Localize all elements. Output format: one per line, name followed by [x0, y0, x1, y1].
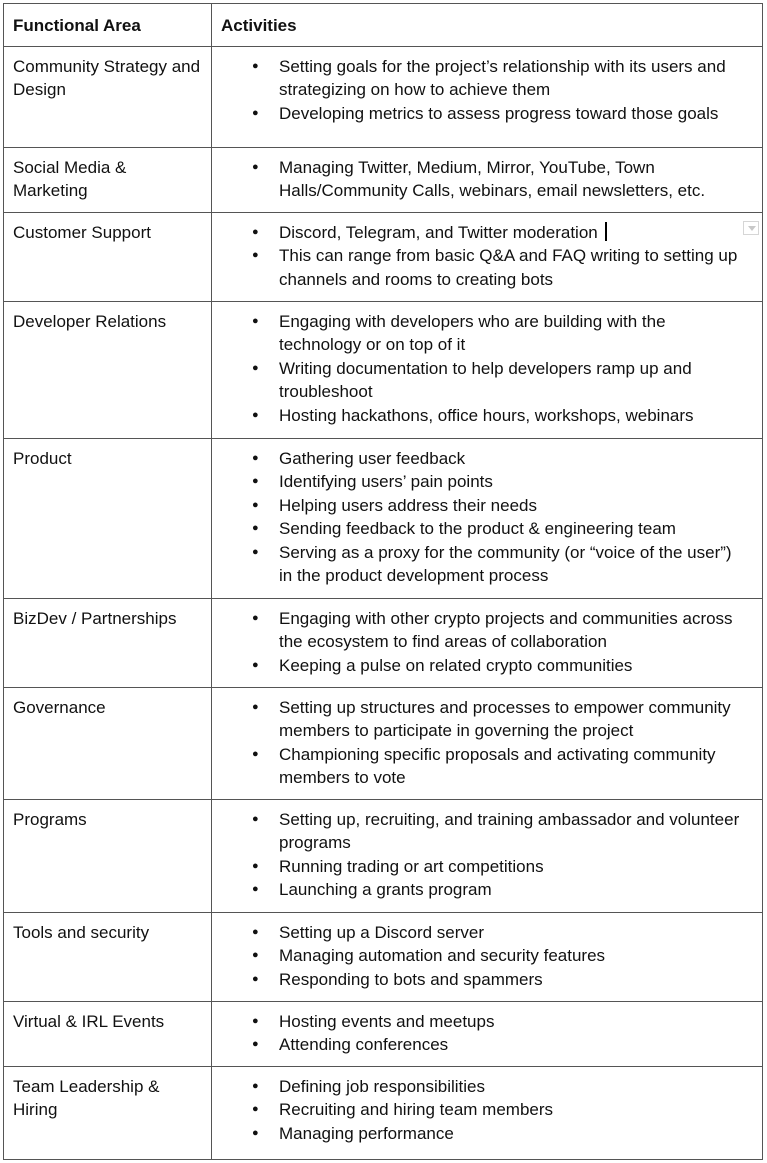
activities-list	[221, 55, 753, 126]
cell-activities[interactable]	[212, 1001, 763, 1066]
activity-text: Discord, Telegram, and Twitter moderation	[279, 222, 598, 242]
table-row	[4, 212, 763, 301]
activity-item	[221, 1122, 753, 1146]
cell-activities[interactable]	[212, 212, 763, 301]
activity-item	[221, 607, 753, 654]
cell-area-community-strategy-and-design[interactable]: Community Strategy and Design	[4, 46, 212, 147]
header-activities[interactable]: Activities	[212, 4, 763, 47]
table-row	[4, 598, 763, 687]
activities-list	[221, 696, 753, 790]
cell-area-virtual-and-irl-events[interactable]: Virtual & IRL Events	[4, 1001, 212, 1066]
cell-activities[interactable]	[212, 598, 763, 687]
cell-area-governance[interactable]: Governance	[4, 687, 212, 799]
activity-text: Running trading or art competitions	[279, 856, 544, 876]
activity-text: Keeping a pulse on related crypto communities	[279, 655, 633, 675]
activity-item	[221, 156, 753, 203]
activity-item	[221, 855, 753, 879]
cell-area-developer-relations[interactable]: Developer Relations	[4, 301, 212, 438]
activity-item	[221, 404, 753, 428]
activity-item	[221, 743, 753, 790]
cell-activities[interactable]	[212, 147, 763, 212]
cell-area-programs[interactable]: Programs	[4, 799, 212, 912]
activity-item	[221, 696, 753, 743]
activity-item	[221, 968, 753, 992]
activity-item	[221, 102, 753, 126]
activity-item	[221, 244, 753, 291]
activity-text: Engaging with developers who are building with the technology or on top of it	[279, 311, 666, 354]
activity-item	[221, 878, 753, 902]
cell-activities[interactable]	[212, 438, 763, 598]
activity-text: This can range from basic Q&A and FAQ writing to setting up channels and rooms to creating bots	[279, 246, 738, 289]
activity-text: Writing documentation to help developers ramp up and troubleshoot	[279, 358, 692, 401]
activities-list	[221, 607, 753, 678]
activity-item	[221, 921, 753, 945]
cell-area-social-media-and-marketing[interactable]: Social Media & Marketing	[4, 147, 212, 212]
header-row	[4, 4, 763, 47]
cell-area-product[interactable]: Product	[4, 438, 212, 598]
activity-item	[221, 541, 753, 588]
activity-item	[221, 470, 753, 494]
table-row	[4, 912, 763, 1001]
activity-item	[221, 1010, 753, 1034]
activities-list	[221, 221, 753, 292]
cell-activities[interactable]	[212, 799, 763, 912]
activities-list	[221, 921, 753, 992]
activity-item	[221, 1075, 753, 1099]
table-row	[4, 46, 763, 147]
activities-list	[221, 1010, 753, 1057]
activity-item	[221, 1098, 753, 1122]
cell-activities[interactable]	[212, 46, 763, 147]
functional-areas-table	[3, 3, 763, 1160]
activity-item	[221, 357, 753, 404]
activity-text: Hosting hackathons, office hours, workshops, webinars	[279, 405, 694, 425]
activity-item	[221, 944, 753, 968]
activity-text: Identifying users’ pain points	[279, 472, 493, 491]
activity-text: Setting up structures and processes to empower community members to participate in governing the project	[279, 697, 731, 740]
activity-text: Developing metrics to assess progress toward those goals	[279, 103, 719, 123]
cell-area-tools-and-security[interactable]: Tools and security	[4, 912, 212, 1001]
activity-item	[221, 1033, 753, 1057]
cell-activities[interactable]	[212, 1066, 763, 1159]
activity-text: Attending conferences	[279, 1035, 449, 1054]
activity-item	[221, 55, 753, 102]
activity-item	[221, 310, 753, 357]
text-cursor	[605, 222, 607, 241]
table-row	[4, 147, 763, 212]
activity-text: Serving as a proxy for the community (or “voice of the user”) in the product development process	[279, 542, 732, 585]
table-row	[4, 1001, 763, 1066]
activity-text: Setting goals for the project’s relationship with its users and strategizing on how to achieve them	[279, 56, 726, 99]
activity-text: Responding to bots and spammers	[279, 969, 543, 989]
cell-dropdown-icon[interactable]	[743, 221, 759, 235]
table-row	[4, 687, 763, 799]
activity-text: Defining job responsibilities	[279, 1076, 486, 1096]
activity-text: Managing Twitter, Medium, Mirror, YouTube, Town Halls/Community Calls, webinars, email newsletters, etc.	[279, 157, 706, 200]
activities-list	[221, 808, 753, 902]
activity-text: Championing specific proposals and activating community members to vote	[279, 744, 716, 787]
cell-area-customer-support[interactable]: Customer Support	[4, 212, 212, 301]
activity-text: Launching a grants program	[279, 880, 492, 899]
activity-item	[221, 494, 753, 518]
table-row	[4, 301, 763, 438]
activities-list	[221, 1075, 753, 1146]
activity-text: Engaging with other crypto projects and communities across the ecosystem to find areas of collaboration	[279, 608, 733, 651]
activity-text: Setting up a Discord server	[279, 922, 485, 942]
activity-text: Managing automation and security features	[279, 946, 606, 965]
table-row	[4, 799, 763, 912]
cell-area-bizdev-partnerships[interactable]: BizDev / Partnerships	[4, 598, 212, 687]
cell-activities[interactable]	[212, 912, 763, 1001]
table-row	[4, 438, 763, 598]
activity-item	[221, 447, 753, 471]
cell-activities[interactable]	[212, 687, 763, 799]
activity-item	[221, 808, 753, 855]
activity-text: Managing performance	[279, 1123, 454, 1143]
activity-item	[221, 517, 753, 541]
activity-text: Helping users address their needs	[279, 495, 537, 515]
activities-list	[221, 310, 753, 428]
activity-text: Sending feedback to the product & engineering team	[279, 519, 676, 538]
activity-item	[221, 654, 753, 678]
activities-list	[221, 156, 753, 203]
activities-list	[221, 447, 753, 588]
header-functional-area[interactable]: Functional Area	[4, 4, 212, 47]
activity-text: Hosting events and meetups	[279, 1011, 495, 1031]
table-row	[4, 1066, 763, 1159]
activity-text: Recruiting and hiring team members	[279, 1100, 554, 1119]
activity-item	[221, 221, 753, 245]
activity-text: Setting up, recruiting, and training ambassador and volunteer programs	[279, 809, 740, 852]
cell-area-team-leadership-and-hiring[interactable]: Team Leadership & Hiring	[4, 1066, 212, 1159]
cell-activities[interactable]	[212, 301, 763, 438]
activity-text: Gathering user feedback	[279, 448, 466, 468]
